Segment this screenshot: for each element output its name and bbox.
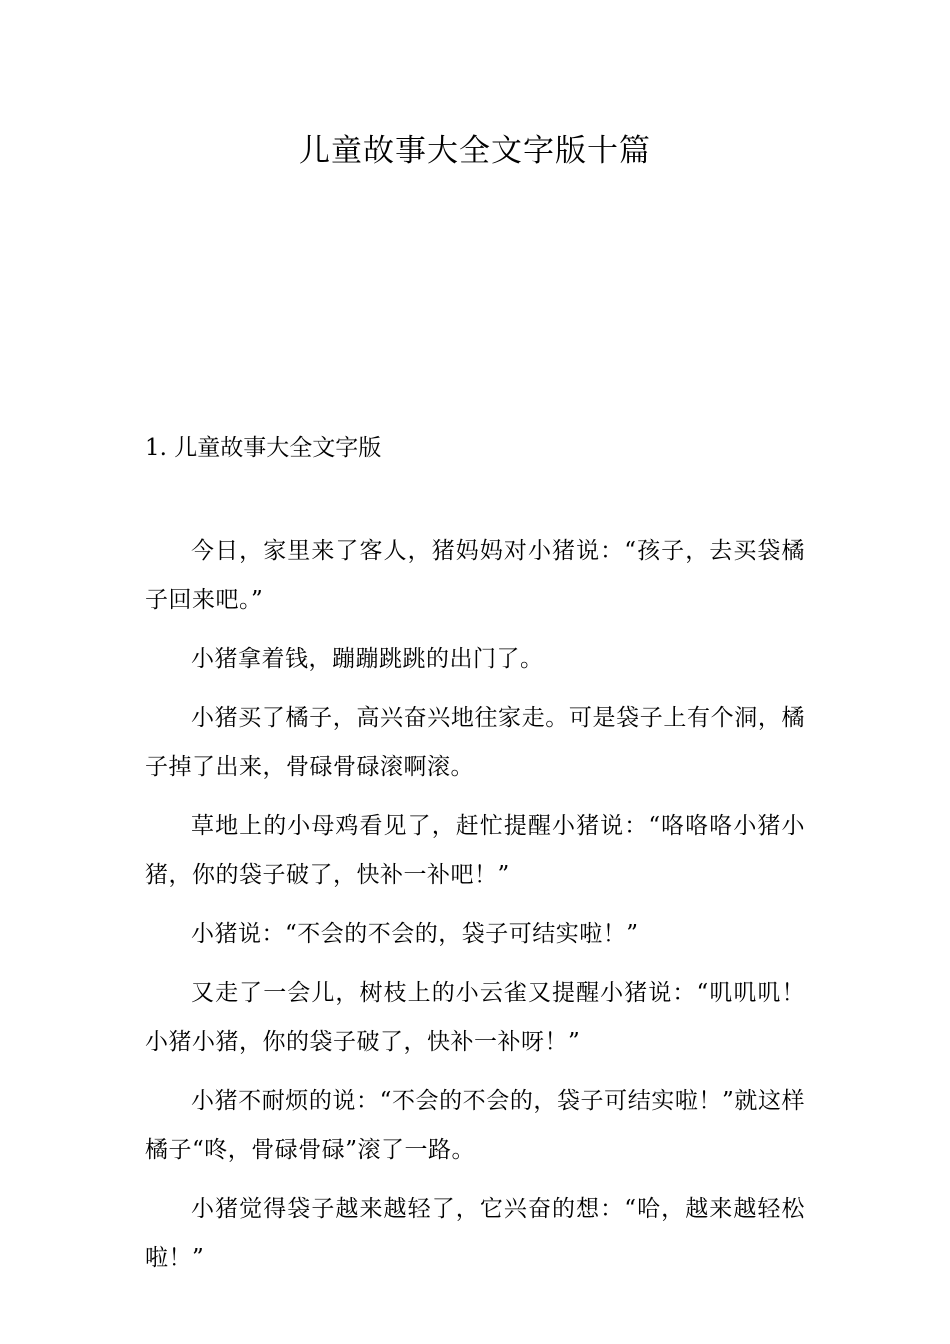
paragraph: 小猪觉得袋子越来越轻了，它兴奋的想：“哈，越来越轻松啦！”	[145, 1196, 805, 1271]
story-body	[145, 527, 805, 1293]
document-title: 儿童故事大全文字版十篇	[299, 133, 651, 169]
paragraph: 小猪拿着钱，蹦蹦跳跳的出门了。	[191, 646, 544, 672]
section-heading: 1. 儿童故事大全文字版	[145, 435, 382, 461]
paragraph: 今日，家里来了客人，猪妈妈对小猪说：“孩子，去买袋橘子回来吧。”	[145, 538, 805, 613]
paragraph: 又走了一会儿，树枝上的小云雀又提醒小猪说：“叽叽叽！小猪小猪，你的袋子破了，快补一补呀！”	[145, 980, 805, 1055]
paragraph: 小猪买了橘子，高兴奋兴地往家走。可是袋子上有个洞，橘子掉了出来，骨碌骨碌滚啊滚。	[145, 705, 805, 780]
paragraph: 小猪不耐烦的说：“不会的不会的，袋子可结实啦！”就这样橘子“咚，骨碌骨碌”滚了一路。	[145, 1088, 805, 1163]
paragraph: 草地上的小母鸡看见了，赶忙提醒小猪说：“咯咯咯小猪小猪，你的袋子破了，快补一补吧！”	[145, 813, 805, 888]
paragraph: 小猪说：“不会的不会的，袋子可结实啦！”	[191, 921, 639, 947]
